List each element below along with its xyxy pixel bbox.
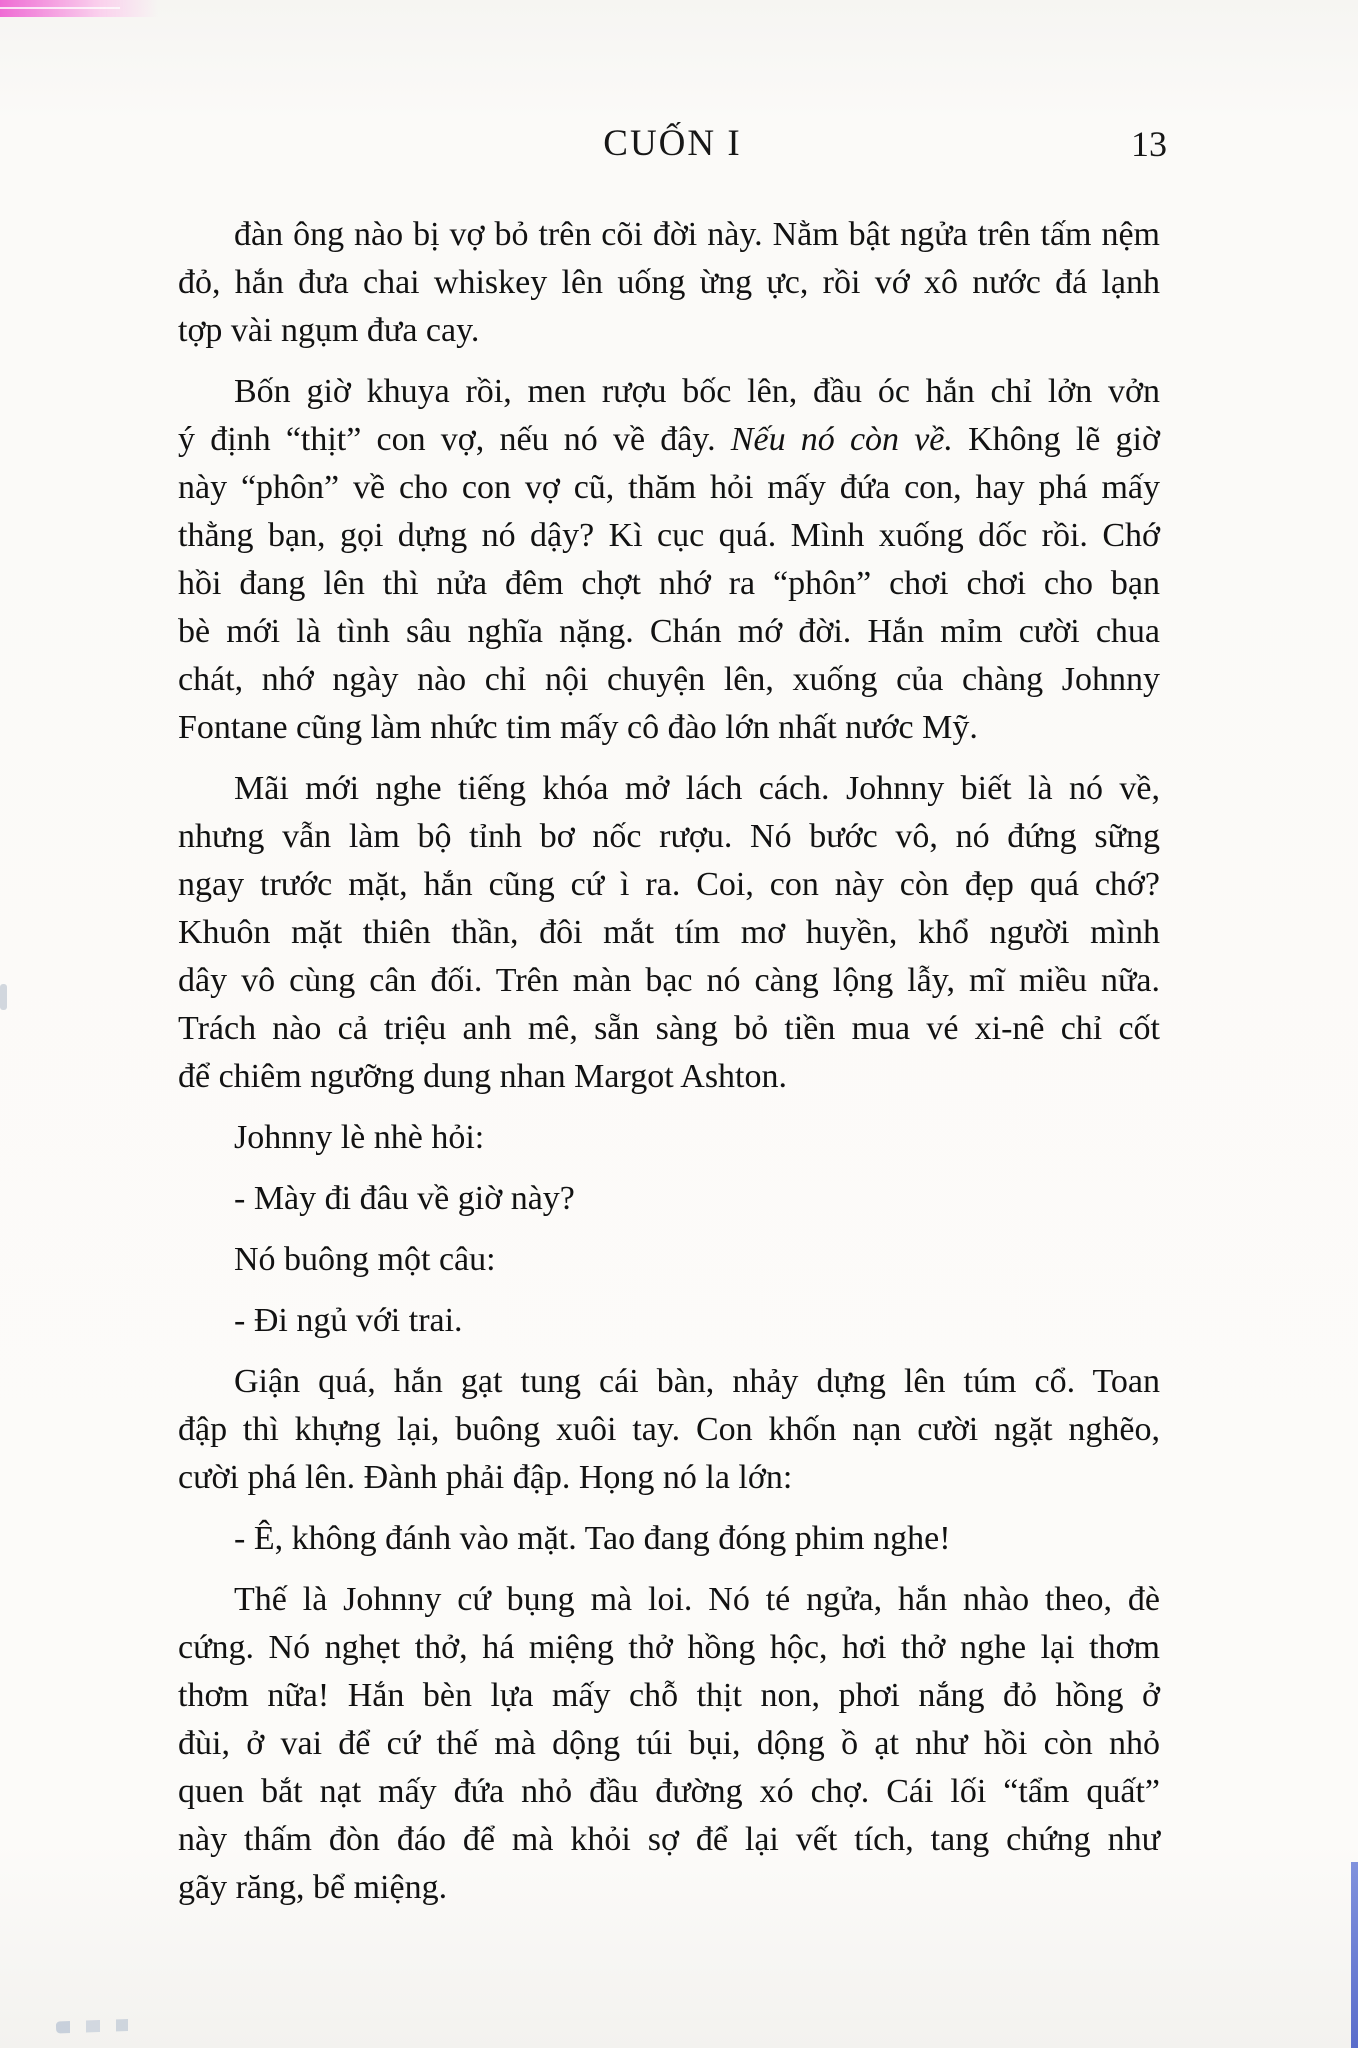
body-line	[178, 1816, 1160, 1864]
body-line	[178, 1114, 1160, 1162]
scan-artifact-pink-highlight	[0, 7, 120, 9]
text-segment: dây vô cùng cân đối. Trên màn bạc nó càng lộng lẫy, mĩ miều nữa.	[178, 962, 1160, 999]
body-line	[178, 1358, 1160, 1406]
text-segment: cứng. Nó nghẹt thở, há miệng thở hồng hộc, hơi thở nghe lại thơm	[178, 1629, 1160, 1666]
text-segment: thằng bạn, gọi dựng nó dậy? Kì cục quá. Mình xuống dốc rồi. Chớ	[178, 517, 1160, 554]
body-line	[178, 1720, 1160, 1768]
text-segment: - Ê, không đánh vào mặt. Tao đang đóng phim nghe!	[234, 1520, 951, 1557]
body-line	[178, 211, 1160, 259]
body-line	[178, 259, 1160, 307]
paragraph	[178, 765, 1160, 1101]
body-line	[178, 307, 1160, 355]
body-line	[178, 656, 1160, 704]
body-line	[178, 1864, 1160, 1912]
body-line	[178, 1624, 1160, 1672]
body-line	[178, 704, 1160, 752]
text-segment: đập thì khựng lại, buông xuôi tay. Con khốn nạn cười ngặt nghẽo,	[178, 1411, 1160, 1448]
body-line	[178, 368, 1160, 416]
text-segment: hồi đang lên thì nửa đêm chợt nhớ ra “phôn” chơi chơi cho bạn	[178, 565, 1160, 602]
paragraph	[178, 1358, 1160, 1502]
text-segment: gãy răng, bể miệng.	[178, 1869, 448, 1906]
text-segment: Khuôn mặt thiên thần, đôi mắt tím mơ huyền, khổ người mình	[178, 914, 1160, 951]
body-text	[178, 211, 1160, 1912]
body-line	[178, 1672, 1160, 1720]
body-line	[178, 1768, 1160, 1816]
paragraph	[178, 1175, 1160, 1223]
body-line	[178, 560, 1160, 608]
text-segment: tợp vài ngụm đưa cay.	[178, 312, 480, 349]
body-line	[178, 765, 1160, 813]
paragraph	[178, 368, 1160, 752]
text-segment: ngay trước mặt, hắn cũng cứ ì ra. Coi, con này còn đẹp quá chớ?	[178, 866, 1160, 903]
text-segment: Thế là Johnny cứ bụng mà loi. Nó té ngửa, hắn nhào theo, đè	[234, 1581, 1160, 1618]
body-line	[178, 957, 1160, 1005]
paragraph	[178, 1515, 1160, 1563]
page-number: 13	[1131, 124, 1167, 164]
paragraph	[178, 1576, 1160, 1912]
paragraph	[178, 1114, 1160, 1162]
body-line	[178, 1297, 1160, 1345]
text-segment: quen bắt nạt mấy đứa nhỏ đầu đường xó chợ. Cái lối “tẩm quất”	[178, 1773, 1160, 1810]
body-line	[178, 1454, 1160, 1502]
scan-artifact-bottom-right-strip	[1351, 1862, 1358, 2048]
text-segment: Bốn giờ khuya rồi, men rượu bốc lên, đầu óc hắn chỉ lởn vởn	[234, 373, 1160, 410]
body-line	[178, 1576, 1160, 1624]
body-line	[178, 512, 1160, 560]
body-line	[178, 813, 1160, 861]
text-segment: đỏ, hắn đưa chai whiskey lên uống ừng ực, rồi vớ xô nước đá lạnh	[178, 264, 1160, 301]
body-line	[178, 608, 1160, 656]
body-line	[178, 1005, 1160, 1053]
scan-artifact-left-streak	[0, 984, 7, 1010]
text-segment: Trách nào cả triệu anh mê, sẵn sàng bỏ tiền mua vé xi-nê chỉ cốt	[178, 1010, 1160, 1047]
text-segment: ý định “thịt” con vợ, nếu nó về đây.	[178, 421, 731, 458]
body-line	[178, 1406, 1160, 1454]
body-line	[178, 1515, 1160, 1563]
text-segment: Không lẽ giờ	[952, 421, 1160, 458]
text-segment: nhưng vẫn làm bộ tỉnh bơ nốc rượu. Nó bước vô, nó đứng sững	[178, 818, 1160, 855]
body-line	[178, 1175, 1160, 1223]
body-line	[178, 861, 1160, 909]
text-segment: cười phá lên. Đành phải đập. Họng nó la lớn:	[178, 1459, 793, 1496]
body-line	[178, 1053, 1160, 1101]
text-segment: để chiêm ngưỡng dung nhan Margot Ashton.	[178, 1058, 787, 1095]
text-segment: Fontane cũng làm nhức tim mấy cô đào lớn nhất nước Mỹ.	[178, 709, 978, 746]
body-line	[178, 416, 1160, 464]
text-segment: thơm nữa! Hắn bèn lựa mấy chỗ thịt non, phơi nắng đỏ hồng ở	[178, 1677, 1160, 1714]
text-segment: bè mới là tình sâu nghĩa nặng. Chán mớ đời. Hắn mỉm cười chua	[178, 613, 1160, 650]
text-segment: Mãi mới nghe tiếng khóa mở lách cách. Johnny biết là nó về,	[234, 770, 1160, 807]
text-segment: - Mày đi đâu về giờ này?	[234, 1180, 575, 1217]
text-segment: Giận quá, hắn gạt tung cái bàn, nhảy dựng lên túm cổ. Toan	[234, 1363, 1160, 1400]
body-line	[178, 464, 1160, 512]
italic-segment: Nếu nó còn về.	[730, 421, 953, 458]
text-segment: này “phôn” về cho con vợ cũ, thăm hỏi mấy đứa con, hay phá mấy	[178, 469, 1160, 506]
body-line	[178, 1236, 1160, 1284]
text-segment: Johnny lè nhè hỏi:	[234, 1119, 485, 1156]
section-title: CUỐN I	[603, 123, 742, 164]
page-header	[178, 122, 1167, 170]
text-segment: đàn ông nào bị vợ bỏ trên cõi đời này. Nằm bật ngửa trên tấm nệm	[234, 216, 1160, 253]
paragraph	[178, 1236, 1160, 1284]
text-segment: - Đi ngủ với trai.	[234, 1302, 463, 1339]
paragraph	[178, 211, 1160, 355]
body-line	[178, 909, 1160, 957]
text-segment: này thấm đòn đáo để mà khỏi sợ để lại vết tích, tang chứng như	[178, 1821, 1160, 1858]
scan-artifact-pink-smudge	[0, 0, 158, 17]
paragraph	[178, 1297, 1160, 1345]
text-segment: Nó buông một câu:	[234, 1241, 496, 1278]
scan-artifact-bottom-left-marks	[56, 2019, 142, 2034]
text-segment: đùi, ở vai để cứ thế mà dộng túi bụi, dộng ồ ạt như hồi còn nhỏ	[178, 1725, 1160, 1762]
text-segment: chát, nhớ ngày nào chỉ nội chuyện lên, xuống của chàng Johnny	[178, 661, 1160, 698]
